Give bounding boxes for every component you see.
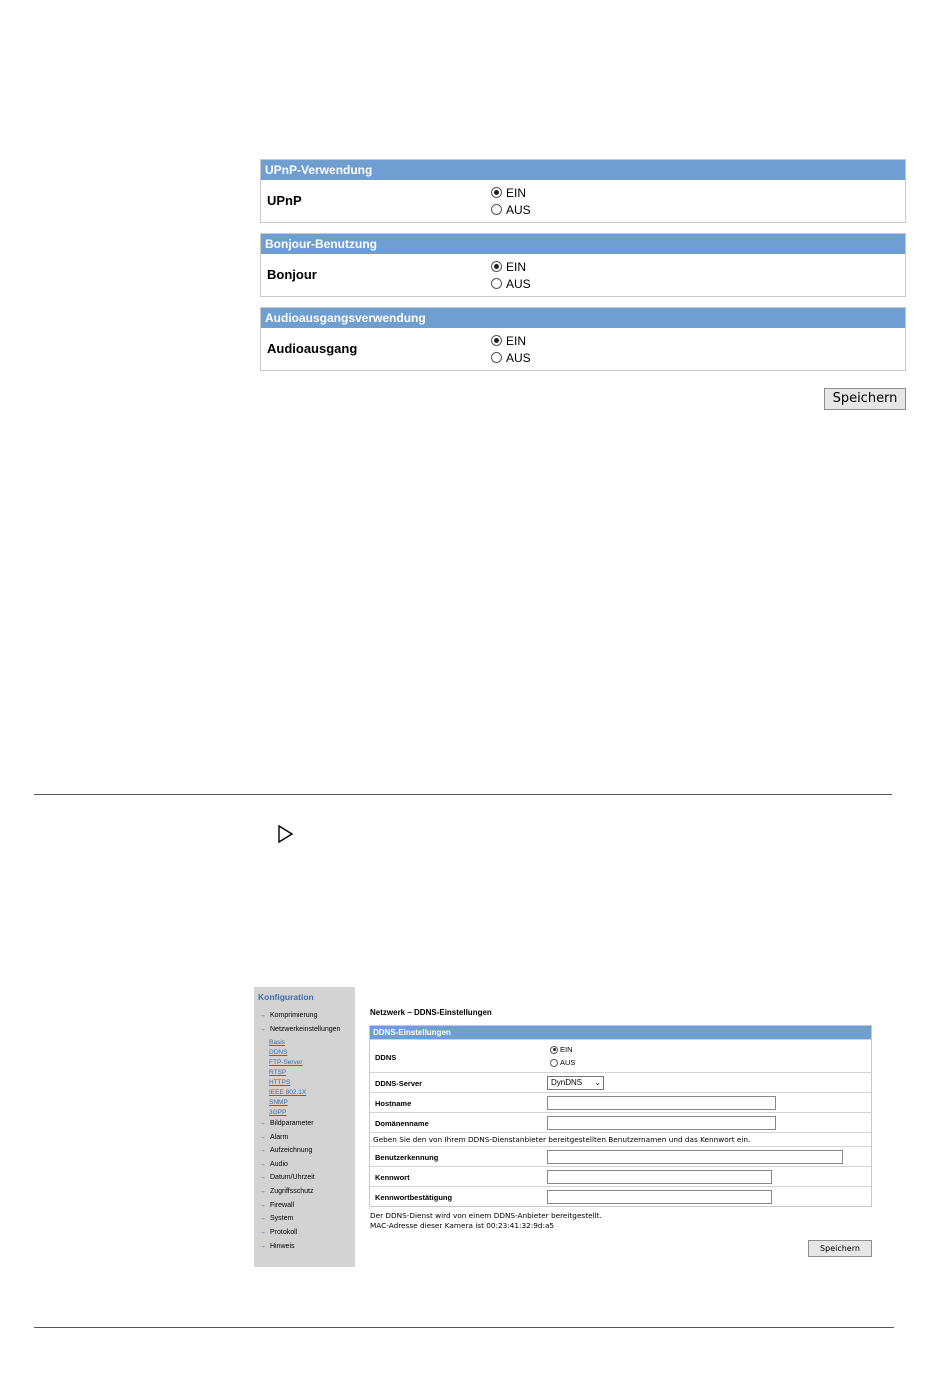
sidebar-item-network[interactable]	[259, 1026, 355, 1033]
upnp-radio-on[interactable]	[491, 184, 531, 201]
sidebar-item-label: System	[270, 1215, 294, 1222]
radio-label: EIN	[506, 259, 527, 274]
ddns-server-label: DDNS-Server	[375, 1079, 423, 1088]
user-input[interactable]	[547, 1150, 843, 1164]
ddns-settings-screenshot	[254, 987, 874, 1267]
password-row	[370, 1166, 871, 1186]
arrow-icon: →	[259, 1243, 266, 1250]
sidebar-item-access[interactable]	[259, 1188, 355, 1195]
sidebar-title: Konfiguration	[258, 992, 314, 1002]
bonjour-label: Bonjour	[267, 267, 317, 282]
password-label: Kennwort	[375, 1173, 410, 1182]
ddns-radio-on[interactable]	[550, 1043, 575, 1056]
bonjour-radio-group	[491, 258, 531, 292]
upnp-radio-group	[491, 184, 531, 218]
hostname-label: Hostname	[375, 1099, 412, 1108]
network-settings-panel	[260, 159, 906, 381]
radio-label: EIN	[506, 185, 527, 200]
audio-output-section	[260, 307, 906, 371]
radio-selected-icon[interactable]	[491, 261, 502, 272]
audio-output-row	[261, 328, 905, 370]
sidebar-subitem-basis[interactable]: Basis	[269, 1039, 285, 1046]
credentials-note: Geben Sie den von Ihrem DDNS-Dienstanbieter bereitgestellten Benutzernamen und das Kennwort ein.	[373, 1135, 751, 1144]
upnp-section-header: UPnP-Verwendung	[261, 160, 905, 180]
bonjour-section	[260, 233, 906, 297]
ddns-toggle-row	[370, 1039, 871, 1072]
select-value: DynDNS	[551, 1078, 583, 1087]
sidebar-item-label: Komprimierung	[270, 1012, 318, 1019]
radio-label: AUS	[506, 202, 531, 217]
domain-row	[370, 1112, 871, 1132]
sidebar-item-label: Alarm	[270, 1134, 289, 1141]
password-confirm-label: Kennwortbestätigung	[375, 1193, 453, 1202]
audio-output-radio-group	[491, 332, 531, 366]
arrow-icon: →	[259, 1229, 266, 1236]
upnp-row	[261, 180, 905, 222]
arrow-icon: →	[259, 1012, 266, 1019]
radio-selected-icon[interactable]	[491, 335, 502, 346]
sidebar-item-audio[interactable]	[259, 1161, 355, 1168]
config-sidebar	[254, 987, 355, 1267]
radio-label: EIN	[506, 333, 527, 348]
sidebar-item-label: Firewall	[270, 1202, 295, 1209]
domain-label: Domänenname	[375, 1119, 429, 1128]
footer-text: Der DDNS-Dienst wird von einem DDNS-Anbieter bereitgestellt.	[370, 1211, 602, 1220]
audio-output-radio-on[interactable]	[491, 332, 531, 349]
sidebar-item-notice[interactable]	[259, 1243, 355, 1250]
sidebar-item-system[interactable]	[259, 1215, 355, 1222]
user-row	[370, 1146, 871, 1166]
sidebar-item-label: Zugriffsschutz	[270, 1188, 314, 1195]
bonjour-section-header: Bonjour-Benutzung	[261, 234, 905, 254]
password-confirm-input[interactable]	[547, 1190, 772, 1204]
arrow-icon: →	[259, 1161, 266, 1168]
password-confirm-row	[370, 1186, 871, 1206]
arrow-icon: →	[259, 1147, 266, 1154]
hostname-input[interactable]	[547, 1096, 776, 1110]
domain-input[interactable]	[547, 1116, 776, 1130]
radio-selected-icon[interactable]	[550, 1046, 558, 1054]
radio-label: AUS	[506, 276, 531, 291]
ddns-table-header: DDNS-Einstellungen	[370, 1026, 871, 1039]
sidebar-item-label: Audio	[270, 1161, 288, 1168]
radio-label: EIN	[560, 1045, 573, 1054]
radio-icon[interactable]	[491, 204, 502, 215]
divider	[34, 1327, 894, 1328]
sidebar-item-label: Netzwerkeinstellungen	[270, 1026, 341, 1033]
password-input[interactable]	[547, 1170, 772, 1184]
sidebar-item-label: Datum/Uhrzeit	[270, 1174, 315, 1181]
sidebar-subitem-https[interactable]: HTTPS	[269, 1079, 291, 1086]
audio-output-radio-off[interactable]	[491, 349, 531, 366]
sidebar-item-image[interactable]	[259, 1120, 355, 1127]
ddns-save-button[interactable]: Speichern	[808, 1240, 872, 1257]
radio-selected-icon[interactable]	[491, 187, 502, 198]
radio-label: AUS	[506, 350, 531, 365]
divider	[34, 794, 892, 795]
upnp-radio-off[interactable]	[491, 201, 531, 218]
radio-icon[interactable]	[491, 278, 502, 289]
hostname-row	[370, 1092, 871, 1112]
ddns-server-select[interactable]	[547, 1076, 604, 1090]
arrow-icon: →	[259, 1026, 266, 1033]
sidebar-item-compression[interactable]	[259, 1012, 355, 1019]
ddns-label: DDNS	[375, 1053, 397, 1062]
sidebar-subitem-rtsp[interactable]: RTSP	[269, 1069, 287, 1076]
ddns-settings-table	[369, 1025, 872, 1207]
arrow-icon: →	[259, 1134, 266, 1141]
radio-icon[interactable]	[491, 352, 502, 363]
sidebar-subitem-ftp[interactable]: FTP-Server	[269, 1059, 303, 1066]
arrow-icon: →	[259, 1174, 266, 1181]
chevron-down-icon: ⌄	[594, 1078, 601, 1087]
sidebar-subitem-3gpp[interactable]: 3GPP	[269, 1109, 287, 1116]
sidebar-item-log[interactable]	[259, 1229, 355, 1236]
radio-icon[interactable]	[550, 1059, 558, 1067]
arrow-icon: →	[259, 1202, 266, 1209]
sidebar-item-alarm[interactable]	[259, 1134, 355, 1141]
mac-address-text: MAC-Adresse dieser Kamera ist 00:23:41:32:9d:a5	[370, 1221, 555, 1230]
ddns-server-row	[370, 1072, 871, 1092]
ddns-radio-group	[550, 1043, 575, 1069]
arrow-icon: →	[259, 1188, 266, 1195]
credentials-note-row	[370, 1132, 871, 1146]
radio-label: AUS	[560, 1058, 576, 1067]
sidebar-item-label: Aufzeichnung	[270, 1147, 313, 1154]
bonjour-radio-on[interactable]	[491, 258, 531, 275]
upnp-label: UPnP	[267, 193, 302, 208]
bonjour-row	[261, 254, 905, 296]
play-arrow-icon	[278, 825, 294, 843]
sidebar-item-datetime[interactable]	[259, 1174, 355, 1181]
sidebar-subitem-snmp[interactable]: SNMP	[269, 1099, 288, 1106]
page-title: Netzwerk – DDNS-Einstellungen	[370, 1008, 492, 1017]
user-label: Benutzerkennung	[375, 1153, 439, 1162]
save-button[interactable]: Speichern	[824, 388, 906, 410]
sidebar-item-recording[interactable]	[259, 1147, 355, 1154]
audio-output-section-header: Audioausgangsverwendung	[261, 308, 905, 328]
arrow-icon: →	[259, 1120, 266, 1127]
sidebar-item-firewall[interactable]	[259, 1202, 355, 1209]
sidebar-subitem-ddns[interactable]: DDNS	[269, 1049, 288, 1056]
arrow-icon: →	[259, 1215, 266, 1222]
sidebar-item-label: Bildparameter	[270, 1120, 314, 1127]
bonjour-radio-off[interactable]	[491, 275, 531, 292]
sidebar-item-label: Hinweis	[270, 1243, 295, 1250]
ddns-radio-off[interactable]	[550, 1056, 575, 1069]
audio-output-label: Audioausgang	[267, 341, 358, 356]
sidebar-item-label: Protokoll	[270, 1229, 298, 1236]
sidebar-subitem-ieee[interactable]: IEEE 802.1X	[269, 1089, 307, 1096]
upnp-section	[260, 159, 906, 223]
